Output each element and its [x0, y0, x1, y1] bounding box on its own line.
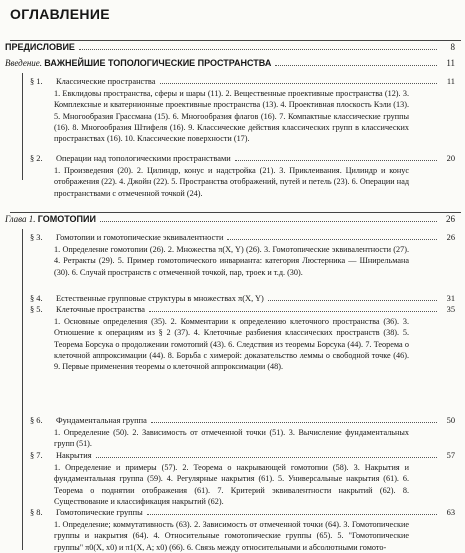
section-label: Клеточные пространства	[56, 305, 146, 314]
toc-entry-preface[interactable]	[5, 42, 455, 52]
bracket-line	[22, 73, 23, 180]
section-marker: § 5.	[30, 305, 43, 314]
leader-dots	[100, 221, 437, 222]
page-number: 26	[446, 233, 455, 242]
section-5-contents: 1. Основные определения (35). 2. Комментарии к определению клеточного пространства (36). 3. Отношение к операциям из § 2 (37). 4. Клеточные разбиения классических пространств (38). 5. Теорема Борсука о продолжении гомотопий (43). 6. Следствия из теоремы Борсука (44). 7. Теорема о клеточной аппроксимации (44). 8. Борьба с химерой: доказательство леммы о свободной точке (46). 9. Первые применения теоремы о клеточной аппроксимации (48).	[54, 317, 409, 372]
section-6-contents: 1. Определение (50). 2. Зависимость от отмеченной точки (51). 3. Вычисление фундаментальных групп (51).	[54, 428, 409, 449]
section-label: Естественные групповые структуры в множествах π(X, Y)	[56, 294, 264, 303]
toc-section-8[interactable]	[30, 508, 455, 517]
leader-dots	[275, 65, 437, 66]
section-7-contents: 1. Определение и примеры (57). 2. Теорема о накрывающей гомотопии (58). 3. Накрытия и фундаментальная группа (59). 4. Регулярные накрытия (61). 5. Универсальные накрытия (61). 6. Теорема о поднятии отображения (61). 7. Критерий эквивалентности накрытий (62). 8. Существование и классификация накрытий (62).	[54, 463, 409, 507]
entry-label	[5, 214, 96, 224]
page-number: 11	[446, 77, 455, 86]
section-marker: § 8.	[30, 508, 43, 517]
leader-dots	[160, 83, 438, 84]
section-label: Фундаментальная группа	[56, 416, 147, 425]
section-marker: § 4.	[30, 294, 43, 303]
entry-title: ГОМОТОПИИ	[37, 214, 96, 224]
entry-prefix: Введение.	[5, 58, 43, 68]
section-label: Накрытия	[56, 451, 92, 460]
divider	[10, 212, 461, 213]
toc-section-1[interactable]	[30, 77, 455, 86]
page-number: 57	[446, 451, 455, 460]
toc-section-3[interactable]	[30, 233, 455, 242]
divider	[10, 40, 461, 41]
section-1-contents: 1. Евклидовы пространства, сферы и шары (11). 2. Вещественные проективные пространства (12). 3. Комплексные и кватернионные проективные пространства (13). 4. Проективная плоскость Кэли (13). 5. Многообразия Грассмана (15). 6. Многообразия флагов (16). 7. Компактные классические группы (16). 8. Многообразия Штифеля (16). 9. Классические действия классических групп в классических пространствах (16). 10. Классические поверхности (17).	[54, 89, 409, 144]
section-marker: § 7.	[30, 451, 43, 460]
leader-dots	[235, 160, 437, 161]
leader-dots	[268, 300, 437, 301]
page-number: 8	[450, 42, 455, 52]
page-number: 20	[446, 154, 455, 163]
leader-dots	[147, 514, 437, 515]
page-number: 50	[446, 416, 455, 425]
section-label: Гомотопические группы	[56, 508, 143, 517]
leader-dots	[151, 422, 437, 423]
section-marker: § 6.	[30, 416, 43, 425]
bracket-line	[22, 229, 23, 550]
toc-entry-intro[interactable]	[5, 58, 455, 68]
section-label: Гомотопии и гомотопические эквивалентности	[56, 233, 224, 242]
section-marker: § 3.	[30, 233, 43, 242]
leader-dots	[149, 311, 437, 312]
entry-label: ПРЕДИСЛОВИЕ	[5, 42, 75, 52]
leader-dots	[227, 239, 437, 240]
section-label: Операции над топологическими пространствами	[56, 154, 231, 163]
entry-title: ВАЖНЕЙШИЕ ТОПОЛОГИЧЕСКИЕ ПРОСТРАНСТВА	[44, 58, 272, 68]
section-marker: § 1.	[30, 77, 43, 86]
toc-section-4[interactable]	[30, 294, 455, 303]
section-marker: § 2.	[30, 154, 43, 163]
page-number: 31	[446, 294, 455, 303]
entry-prefix: Глава 1.	[5, 214, 36, 224]
leader-dots	[96, 457, 437, 458]
page-number: 63	[446, 508, 455, 517]
section-2-contents: 1. Произведения (20). 2. Цилиндр, конус и надстройка (21). 3. Приклеивания. Цилиндр и конус отображения (22). 4. Джойн (22). 5. Пространства отображений, путей и петель (23). 6. Операции над пространствами с отмеченной точкой (24).	[54, 166, 409, 198]
page-number: 11	[446, 58, 455, 68]
section-3-contents: 1. Определение гомотопии (26). 2. Множества π(X, Y) (26). 3. Гомотопические эквивалентности (27). 4. Ретракты (29). 5. Пример гомотопического инварианта: категория Люстерника — Шнирельмана (30). 6. Случай пространств с отмеченной точкой, пар, троек и т.д. (30).	[54, 245, 409, 277]
leader-dots	[79, 49, 437, 50]
section-8-contents: 1. Определение; коммутативность (63). 2. Зависимость от отмеченной точки (64). 3. Гомотопические группы и накрытия (64). 4. Относительные гомотопические группы (65). 5. "Гомотопические группы" π0(X, x0) и π1(X, A; x0) (66). 6. Связь между относительными и абсолютными гомото-	[54, 520, 409, 552]
toc-section-6[interactable]	[30, 416, 455, 425]
section-label: Классические пространства	[56, 77, 156, 86]
page-title: ОГЛАВЛЕНИЕ	[10, 6, 110, 22]
toc-entry-chapter-1[interactable]	[5, 214, 455, 224]
toc-section-7[interactable]	[30, 451, 455, 460]
toc-section-5[interactable]	[30, 305, 455, 314]
page-number: 35	[446, 305, 455, 314]
entry-label	[5, 58, 271, 68]
toc-section-2[interactable]	[30, 154, 455, 163]
page-number: 26	[446, 214, 455, 224]
